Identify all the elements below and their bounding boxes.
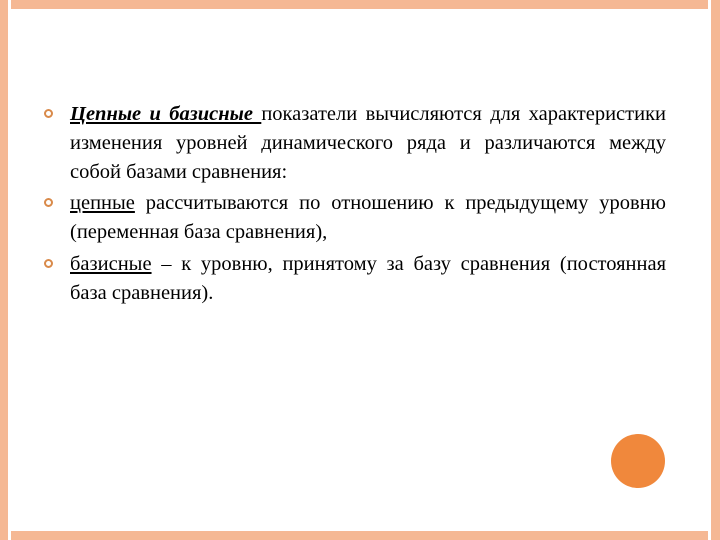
bullet-body-3: – к уровню, принятому за базу сравнения (постоянная база сравнения). xyxy=(70,252,666,304)
right-frame-bar-inner xyxy=(708,0,711,540)
list-item xyxy=(36,100,666,187)
bullet-list xyxy=(36,100,666,308)
list-item xyxy=(36,250,666,308)
bullet-marker-icon xyxy=(44,198,53,207)
slide-body xyxy=(36,100,666,310)
bullet-body-2: рассчитываются по отношению к предыдущему уровню (переменная база сравнения), xyxy=(70,192,666,244)
bullet-emphasis-3: базисные xyxy=(70,252,152,275)
bottom-frame-strip xyxy=(0,531,720,540)
bullet-marker-icon xyxy=(44,109,53,118)
list-item xyxy=(36,189,666,247)
bottom-frame-strip-inner xyxy=(0,528,720,531)
bullet-body-1: показатели вычисляются для характеристики изменения уровней динамического ряда и различаются между собой базами сравнения: xyxy=(70,103,666,184)
bullet-marker-icon xyxy=(44,259,53,268)
bullet-text-3 xyxy=(70,250,666,308)
top-frame-strip xyxy=(0,0,720,9)
bullet-emphasis-2: цепные xyxy=(70,192,135,215)
top-frame-strip-inner xyxy=(0,9,720,12)
left-frame-bar-inner xyxy=(8,0,11,540)
bullet-text-2 xyxy=(70,189,666,247)
right-frame-bar xyxy=(711,0,720,540)
accent-circle-decoration xyxy=(611,434,665,488)
bullet-text-1 xyxy=(70,100,666,187)
left-frame-bar xyxy=(0,0,8,540)
bullet-emphasis-1: Цепные и базисные xyxy=(70,103,262,125)
